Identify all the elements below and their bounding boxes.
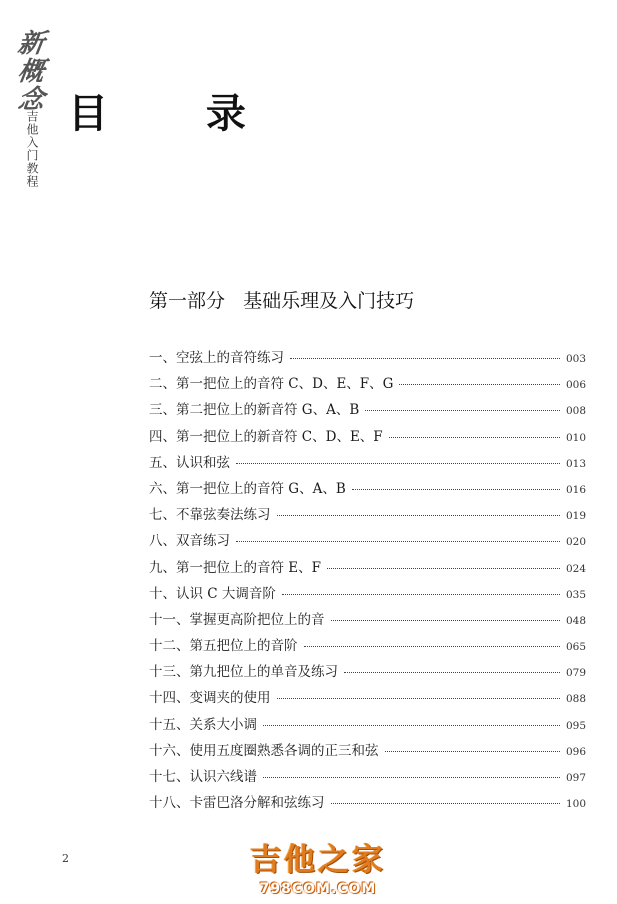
dot-leader xyxy=(236,541,560,542)
section-heading: 第一部分 基础乐理及入门技巧 xyxy=(149,290,415,312)
logo-glyph: 概 xyxy=(15,57,47,87)
dot-leader xyxy=(277,698,560,699)
dot-leader xyxy=(236,463,560,464)
toc-entry-page: 008 xyxy=(565,405,586,418)
toc-entry-page: 065 xyxy=(565,641,586,654)
dot-leader xyxy=(277,515,560,516)
logo-glyph: 念 xyxy=(15,85,47,115)
dot-leader xyxy=(327,568,560,569)
toc-entry[interactable] xyxy=(149,739,586,765)
toc-entry[interactable] xyxy=(149,346,586,372)
dot-leader xyxy=(344,672,560,673)
toc-entry-page: 003 xyxy=(565,353,586,365)
toc-entry-page: 095 xyxy=(565,719,586,732)
toc-entry-page: 079 xyxy=(565,667,586,680)
logo-glyph: 新 xyxy=(15,29,47,59)
toc-entry-page: 100 xyxy=(565,798,586,811)
dot-leader xyxy=(263,725,560,726)
toc-entry-page: 035 xyxy=(565,588,586,601)
toc-entry[interactable] xyxy=(149,608,586,634)
toc-entry-title: 十、认识 C 大调音阶 xyxy=(149,585,276,602)
toc-entry-title: 十三、第九把位上的单音及练习 xyxy=(149,664,338,681)
toc-entry[interactable] xyxy=(149,425,586,451)
brand-logo xyxy=(14,30,48,114)
toc-entry-page: 016 xyxy=(565,483,586,496)
toc-entry-title: 六、第一把位上的音符 G、A、B xyxy=(149,480,346,497)
page-number: 2 xyxy=(62,852,69,865)
toc-entry[interactable] xyxy=(149,503,586,529)
dot-leader xyxy=(290,358,560,359)
dot-leader xyxy=(352,489,560,490)
toc-entry[interactable] xyxy=(149,556,586,582)
watermark-logo xyxy=(238,834,398,897)
dot-leader xyxy=(399,384,560,385)
toc-entry-page: 019 xyxy=(565,510,586,523)
toc-entry-title: 十一、掌握更高阶把位上的音 xyxy=(149,611,325,628)
toc-entry-title: 十七、认识六线谱 xyxy=(149,769,257,785)
watermark-title: 吉他之家 xyxy=(250,842,386,878)
dot-leader xyxy=(331,803,560,804)
series-title: 吉他入门教程 xyxy=(25,110,39,188)
toc-entry[interactable] xyxy=(149,660,586,686)
toc-entry-page: 048 xyxy=(565,614,586,627)
dot-leader xyxy=(331,620,560,621)
toc-entry-page: 013 xyxy=(565,457,586,470)
toc-entry-page: 010 xyxy=(565,431,586,444)
toc-entry[interactable] xyxy=(149,582,586,608)
table-of-contents xyxy=(149,346,586,817)
toc-entry[interactable] xyxy=(149,686,586,712)
toc-entry-title: 四、第一把位上的新音符 C、D、E、F xyxy=(149,428,383,445)
toc-entry[interactable] xyxy=(149,713,586,739)
toc-entry[interactable] xyxy=(149,765,586,791)
toc-entry-title: 九、第一把位上的音符 E、F xyxy=(149,559,322,576)
toc-entry-title: 一、空弦上的音符练习 xyxy=(149,350,284,366)
toc-entry-title: 十二、第五把位上的音阶 xyxy=(149,638,298,655)
toc-entry-title: 十八、卡雷巴洛分解和弦练习 xyxy=(149,795,325,812)
toc-entry[interactable] xyxy=(149,477,586,503)
toc-entry-title: 十五、关系大小调 xyxy=(149,716,257,733)
toc-entry-page: 097 xyxy=(565,772,586,784)
toc-entry-page: 020 xyxy=(565,536,586,549)
toc-entry-title: 五、认识和弦 xyxy=(149,454,230,471)
toc-entry-title: 七、不靠弦奏法练习 xyxy=(149,507,271,524)
toc-entry-page: 024 xyxy=(565,562,586,575)
dot-leader xyxy=(365,410,560,411)
dot-leader xyxy=(389,437,560,438)
toc-entry-title: 八、双音练习 xyxy=(149,533,230,550)
toc-entry[interactable] xyxy=(149,529,586,555)
toc-entry[interactable] xyxy=(149,398,586,424)
toc-entry-title: 十六、使用五度圈熟悉各调的正三和弦 xyxy=(149,742,379,759)
toc-entry-title: 三、第二把位上的新音符 G、A、B xyxy=(149,402,360,419)
toc-entry-title: 十四、变调夹的使用 xyxy=(149,690,271,707)
toc-entry[interactable] xyxy=(149,791,586,817)
page-title: 目 录 xyxy=(68,90,288,137)
dot-leader xyxy=(385,751,560,752)
dot-leader xyxy=(263,777,560,778)
toc-entry-page: 096 xyxy=(565,745,586,758)
dot-leader xyxy=(282,594,560,595)
dot-leader xyxy=(304,646,560,647)
toc-entry[interactable] xyxy=(149,372,586,398)
toc-entry-title: 二、第一把位上的音符 C、D、E、F、G xyxy=(149,376,394,393)
toc-entry[interactable] xyxy=(149,451,586,477)
toc-entry[interactable] xyxy=(149,634,586,660)
toc-entry-page: 006 xyxy=(565,379,586,392)
watermark-url: 798COM.COM xyxy=(259,881,377,897)
toc-entry-page: 088 xyxy=(565,693,586,706)
